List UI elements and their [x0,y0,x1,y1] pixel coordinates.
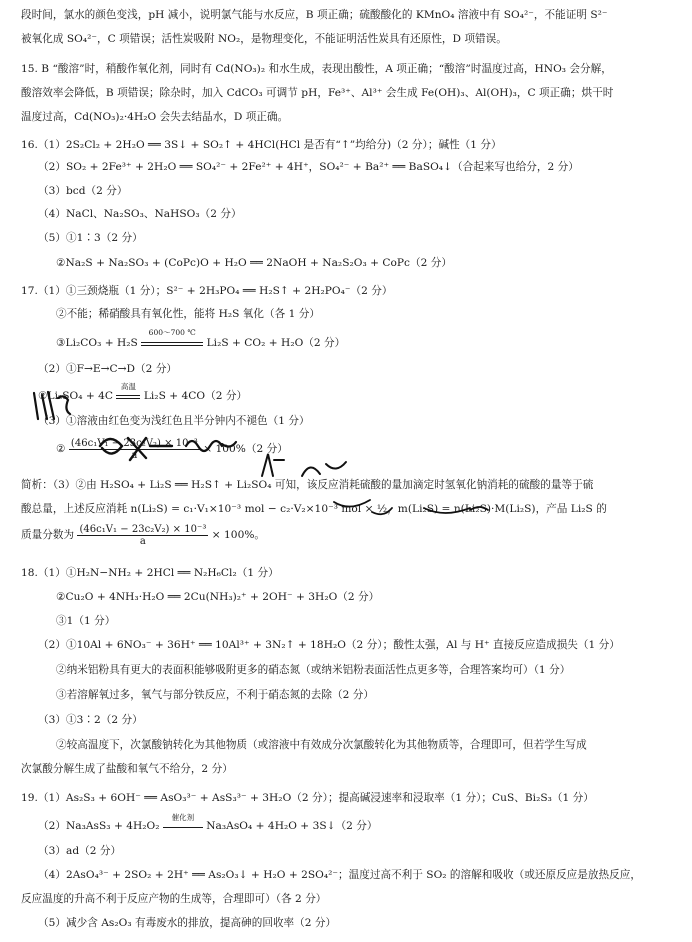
text-line: （4）NaCl、Na₂SO₃、NaHSO₃（2 分） [38,208,242,220]
numerator: (46c₁V₁ − 23c₂V₂) × 10⁻³ [79,523,207,535]
reaction-line [38,382,248,403]
text-line: （2）①F→E→C→D（2 分） [38,363,178,375]
text-line: 16.（1）2S₂Cl₂ + 2H₂O ══ 3S↓ + SO₂↑ + 4HCl(HCl 是否有“↑”均给分)（2 分）；碱性（1 分） [21,139,502,151]
text-line: ②不能；稀硝酸具有氧化性，能将 H₂S 氧化（各 1 分） [56,308,320,320]
text-line: （2）SO₂ + 2Fe³⁺ + 2H₂O ══ SO₄²⁻ + 2Fe²⁺ + 4H⁺，SO₄²⁻ + Ba²⁺ ══ BaSO₄↓（合起来写也给分，2 分） [38,161,579,173]
products: Li₂S + 4CO（2 分） [143,390,248,402]
text-line: ②较高温度下，次氯酸钠转化为其他物质（或溶液中有效成分次氯酸转化为其他物质等，合理即可，但若学生写成 [56,739,587,751]
text-line: 次氯酸分解生成了盐酸和氧气不给分，2 分） [21,763,233,775]
text-line: 反应温度的升高不利于反应产物的生成等，合理即可）（各 2 分） [21,893,327,905]
formula-lead: 质量分数为 [21,529,75,541]
text-line: （4）2AsO₄³⁻ + 2SO₂ + 2H⁺ ══ As₂O₃↓ + H₂O + 2SO₄²⁻；温度过高不利于 SO₂ 的溶解和吸收（或还原反应是放热反应， [38,869,641,881]
text-line: 酸总量，上述反应消耗 n(Li₂S) = c₁·V₁×10⁻³ mol − c₂·V₂×10⁻³ mol × ½，m(Li₂S) = n(Li₂S)·M(Li₂S)，产品 Li₂S 的 [21,503,607,515]
text-line: 19.（1）As₂S₃ + 6OH⁻ ══ AsO₃³⁻ + AsS₃³⁻ + 3H₂O（2 分）；提高碱浸速率和浸取率（1 分）；CuS、Bi₂S₃（1 分） [21,792,594,804]
text-line: 段时间，氯水的颜色变浅，pH 减小，说明氯气能与水反应，B 项正确；硫酸酸化的 KMnO₄ 溶液中有 SO₄²⁻，不能证明 S²⁻ [21,9,608,21]
reactants: ②Li₂SO₄ + 4C [38,390,114,402]
reaction-line [38,813,378,833]
formula-line [56,437,288,461]
fraction [69,438,200,461]
text-line: （5）减少含 As₂O₃ 有毒废水的排放，提高砷的回收率（2 分） [38,917,337,929]
denominator: a [139,535,146,547]
text-line: 被氧化成 SO₄²⁻，C 项错误；活性炭吸附 NO₂，是物理变化，不能证明活性炭具有还原性，D 项错误。 [21,33,507,45]
text-line: 17.（1）①三颈烧瓶（1 分）；S²⁻ + 2H₃PO₄ ══ H₂S↑ + 2H₂PO₄⁻（2 分） [21,285,393,297]
item-marker: ② [56,443,66,455]
numerator: (46c₁V₁ − 23c₂V₂) × 10⁻³ [70,437,198,449]
text-line: （2）①10Al + 6NO₃⁻ + 36H⁺ ══ 10Al³⁺ + 3N₂↑ + 18H₂O（2 分）；酸性太强，Al 与 H⁺ 直接反应造成损失（1 分） [38,639,620,651]
reaction-line [56,328,346,350]
text-line: （5）①1∶3（2 分） [38,232,143,244]
fraction [77,524,208,547]
text-line: 酸溶效率会降低，B 项错误；除杂时，加入 CdCO₃ 可调节 pH，Fe³⁺、Al³⁺ 会生成 Fe(OH)₃、Al(OH)₃，C 项正确；烘干时 [21,87,614,99]
text-line: （3）bcd（2 分） [38,185,128,197]
reaction-arrow [141,328,203,346]
text-line: （3）①溶液由红色变为浅红色且半分钟内不褪色（1 分） [38,415,310,427]
text-line: ③1（1 分） [56,615,116,627]
reaction-condition: 600～700 ℃ [148,328,196,337]
reactants: （2）Na₃AsS₃ + 4H₂O₂ [38,820,160,832]
text-line: 18.（1）①H₂N−NH₂ + 2HCl ══ N₂H₆Cl₂（1 分） [21,567,279,579]
products: Li₂S + CO₂ + H₂O（2 分） [206,337,346,349]
text-line: ③若溶解氧过多，氧气与部分铁反应，不利于硝态氮的去除（2 分） [56,689,374,701]
formula-line [21,521,265,549]
formula-tail: × 100%（2 分） [203,443,288,455]
formula-tail: × 100%。 [211,529,266,541]
reaction-arrow [163,813,203,828]
text-line: ②Na₂S + Na₂SO₃ + (CoPc)O + H₂O ══ 2NaOH + Na₂S₂O₃ + CoPc（2 分） [56,257,452,269]
reactants: ③Li₂CO₃ + H₂S [56,337,138,349]
text-line: ②纳米铝粉具有更大的表面积能够吸附更多的硝态氮（或纳米铝粉表面活性点更多等，合理答案均可）（1 分） [56,664,571,676]
text-line: 15. B “酸溶”时，稍酸作氧化剂，同时有 Cd(NO₃)₂ 和水生成，表现出酸性，A 项正确；“酸溶”时温度过高，HNO₃ 会分解， [21,63,612,75]
text-line: （3）ad（2 分） [38,845,122,857]
text-line: 温度过高，Cd(NO₃)₂·4H₂O 会失去结晶水，D 项正确。 [21,111,289,123]
text-line: 简析：（3）②由 H₂SO₄ + Li₂S ══ H₂S↑ + Li₂SO₄ 可知，该反应消耗硫酸的量加滴定时氢氧化钠消耗的硫酸的量等于硫 [21,479,594,491]
products: Na₃AsO₄ + 4H₂O + 3S↓（2 分） [206,820,378,832]
denominator: a [131,449,138,461]
text-line: （3）①3∶2（2 分） [38,714,143,726]
text-line: ②Cu₂O + 4NH₃·H₂O ══ 2Cu(NH₃)₂⁺ + 2OH⁻ + 3H₂O（2 分） [56,591,380,603]
reaction-arrow [116,382,140,399]
reaction-condition: 高温 [120,382,136,391]
reaction-condition: 催化剂 [171,813,195,822]
